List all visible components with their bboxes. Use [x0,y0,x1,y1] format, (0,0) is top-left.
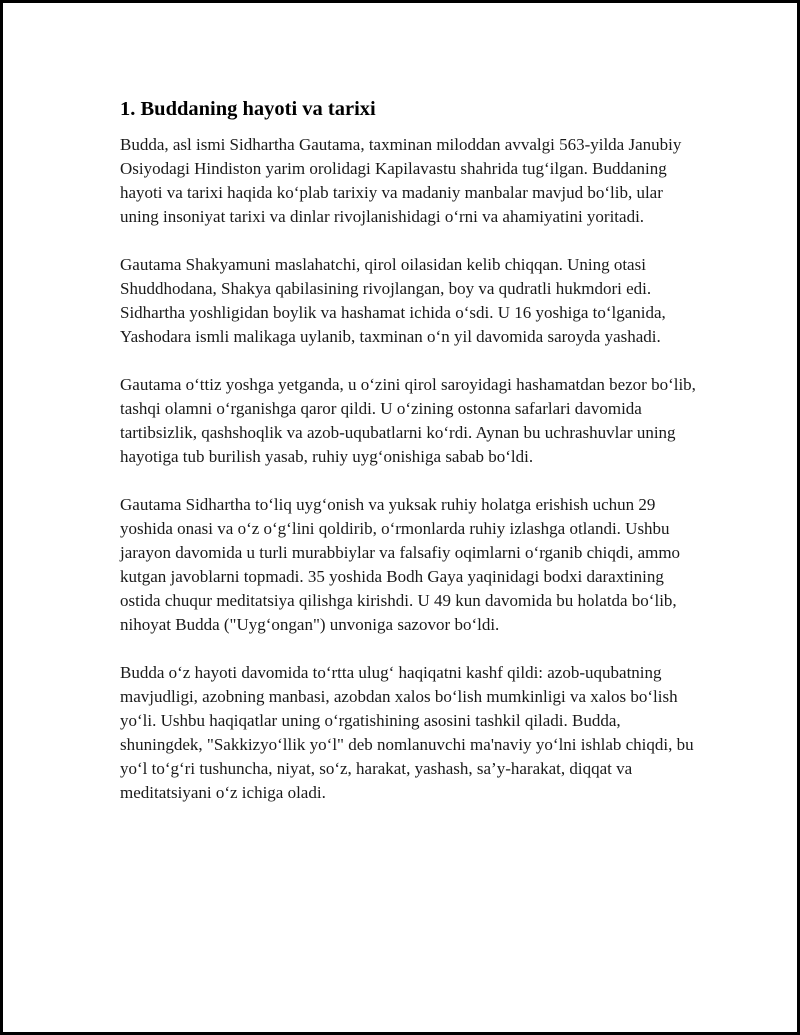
section-heading: 1. Buddaning hayoti va tarixi [120,98,376,120]
paragraph-4: Gautama Sidhartha to‘liq uyg‘onish va yuksak ruhiy holatga erishish uchun 29 yoshida onasi va o‘z o‘g‘lini qoldirib, o‘rmonlarda ruhiy izlashga otlandi. Ushbu jarayon davomida u turli murabbiylar va falsafiy oqimlarni o‘rganib chiqdi, ammo kutgan javoblarni topmadi. 35 yoshida Bodh Gaya yaqinidagi bodxi daraxtining ostida chuqur meditatsiya qilishga kirishdi. U 49 kun davomida bu holatda bo‘lib, nihoyat Budda ("Uyg‘ongan") unvoniga sazovor bo‘ldi. [120,495,681,634]
paragraph-2: Gautama Shakyamuni maslahatchi, qirol oilasidan kelib chiqqan. Uning otasi Shuddhodana, Shakya qabilasining rivojlangan, boy va qudratli hukmdori edi. Sidhartha yoshligidan boylik va hashamat ichida o‘sdi. U 16 yoshiga to‘lganida, Yashodara ismli malikaga uylanib, taxminan o‘n yil davomida saroyda yashadi. [120,255,666,346]
paragraph-5: Budda o‘z hayoti davomida to‘rtta ulug‘ haqiqatni kashf qildi: azob-uqubatning mavjudligi, azobning manbasi, azobdan xalos bo‘lish mumkinligi va xalos bo‘lish yo‘li. Ushbu haqiqatlar uning o‘rgatishining asosini tashkil qiladi. Budda, shuningdek, "Sakkizyo‘llik yo‘l" deb nomlanuvchi ma'naviy yo‘lni ishlab chiqdi, bu yo‘l to‘g‘ri tushuncha, niyat, so‘z, harakat, yashash, sa’y-harakat, diqqat va meditatsiyani o‘z ichiga oladi. [120,663,694,802]
document-body [120,95,700,829]
paragraph-1: Budda, asl ismi Sidhartha Gautama, taxminan miloddan avvalgi 563-yilda Janubiy Osiyodagi Hindiston yarim orolidagi Kapilavastu shahrida tug‘ilgan. Buddaning hayoti va tarixi haqida ko‘plab tarixiy va madaniy manbalar mavjud bo‘lib, ular uning insoniyat tarixi va dinlar rivojlanishidagi o‘rni va ahamiyatini yoritadi. [120,135,682,226]
paragraph-3: Gautama o‘ttiz yoshga yetganda, u o‘zini qirol saroyidagi hashamatdan bezor bo‘lib, tashqi olamni o‘rganishga qaror qildi. U o‘zining ostonna safarlari davomida tartibsizlik, qashshoqlik va azob-uqubatlarni ko‘rdi. Aynan bu uchrashuvlar uning hayotiga tub burilish yasab, ruhiy uyg‘onishiga sabab bo‘ldi. [120,375,696,466]
